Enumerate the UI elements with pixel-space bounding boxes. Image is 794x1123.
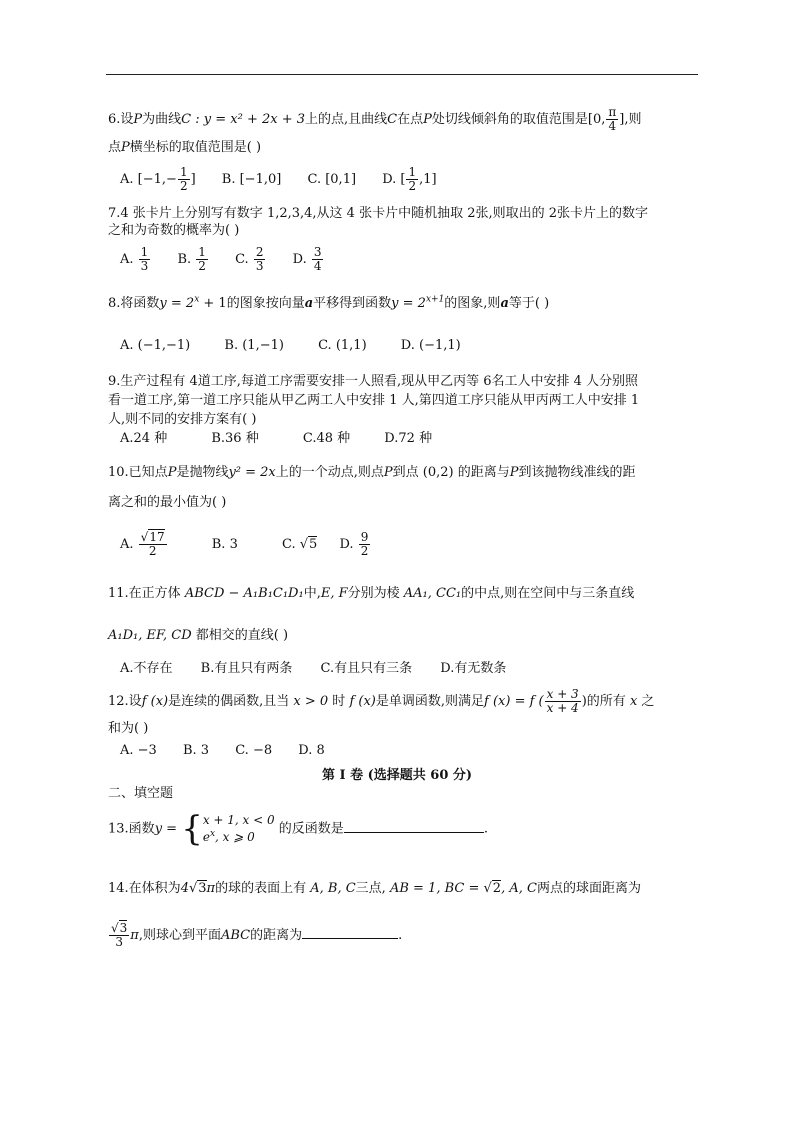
q12-line2: 和为( ) bbox=[108, 721, 149, 736]
q13-answer-blank[interactable] bbox=[344, 832, 484, 833]
q7-options bbox=[120, 246, 346, 273]
q9-option-d: D.72 种 bbox=[384, 431, 433, 446]
q6-option-d: D. [ $\frac{1}{2}$ ,1] bbox=[382, 165, 437, 193]
q6-option-b: B. [−1,0] bbox=[221, 171, 282, 187]
q6-line2: 点P横坐标的取值范围是( ) bbox=[108, 140, 262, 155]
q9-line1: 9.生产过程有 4道工序,每道工序需要安排一人照看,现从甲乙丙等 6名工人中安排 4 人分别照 bbox=[108, 374, 639, 389]
q12-line1: 12.设f (x)是连续的偶函数,且当 x > 0 时 f (x)是单调函数,则满足f (x) = f ( $\frac{x + 3}{x + 4}$ )的所有 x 之 bbox=[108, 687, 655, 715]
q10-options bbox=[120, 531, 393, 558]
q11-option-b: B.有且只有两条 bbox=[200, 661, 293, 676]
section-fill-in-heading: 二、填空题 bbox=[108, 786, 174, 801]
q10-option-c: C. √5 bbox=[281, 536, 318, 552]
q12-option-b: B. 3 bbox=[182, 743, 210, 758]
q14-line2: $\frac{√3}{3}$ π,则球心到平面ABC的距离为 . bbox=[111, 921, 403, 949]
q7-line2: 之和为奇数的概率为( ) bbox=[108, 223, 240, 238]
q9-line3: 人,则不同的安排方案有( ) bbox=[108, 412, 257, 427]
q7-option-c: C. $\frac{2}{3}$ bbox=[235, 245, 264, 273]
q12-option-a: A. −3 bbox=[120, 743, 157, 758]
header-rule bbox=[106, 74, 698, 75]
q11-option-c: C.有且只有三条 bbox=[320, 661, 413, 676]
q11-line2: A₁D₁, EF, CD 都相交的直线( ) bbox=[108, 628, 289, 643]
q8-option-c: C. (1,1) bbox=[318, 338, 367, 353]
q14-line1: 14.在体积为4√3π的球的表面上有 A, B, C三点, AB = 1, BC = √2, A, C两点的球面距离为 bbox=[108, 881, 641, 896]
q11-line1: 11.在正方体 ABCD − A₁B₁C₁D₁中,E, F分别为棱 AA₁, CC₁的中点,则在空间中与三条直线 bbox=[108, 586, 635, 601]
q13-piecewise: { x + 1, x < 0 $e^x$, x ⩾ 0 bbox=[181, 809, 275, 849]
q14-fraction: $\frac{√3}{3}$ bbox=[111, 921, 128, 949]
q12-option-c: C. −8 bbox=[235, 743, 273, 758]
q9-line2: 看一道工序,第一道工序只能从甲乙两工人中安排 1 人,第四道工序只能从甲丙两工人中安排 1 bbox=[108, 393, 640, 408]
q8-line1: 8.将函数$y = 2^x + 1$的图象按向量a平移得到函数$y = 2^{x+1}$的图象,则a等于( ) bbox=[108, 294, 550, 311]
q6-options bbox=[120, 166, 459, 193]
q9-options bbox=[120, 430, 454, 449]
q10-option-d: D. $\frac{9}{2}$ bbox=[339, 530, 369, 558]
q7-option-b: B. $\frac{1}{2}$ bbox=[177, 245, 206, 273]
q7-option-d: D. $\frac{3}{4}$ bbox=[292, 245, 322, 273]
q10-option-b: B. 3 bbox=[211, 536, 238, 552]
q12-options bbox=[120, 742, 347, 761]
q12-fraction: $\frac{x + 3}{x + 4}$ bbox=[546, 687, 579, 715]
q10-line2: 离之和的最小值为( ) bbox=[108, 495, 227, 510]
q6-line1: 6.设P为曲线C : y = x² + 2x + 3上的点,且曲线C在点P处切线倾斜角的取值范围是[0, $\frac{\pi}{4}$ ],则 bbox=[108, 105, 642, 133]
q6-range-fraction: $\frac{\pi}{4}$ bbox=[608, 105, 617, 133]
q12-option-d: D. 8 bbox=[298, 743, 325, 758]
q8-option-a: A. (−1,−1) bbox=[120, 338, 191, 353]
q8-option-b: B. (1,−1) bbox=[224, 338, 284, 353]
q11-option-a: A.不存在 bbox=[120, 661, 173, 676]
q14-answer-blank[interactable] bbox=[302, 938, 398, 939]
q10-option-a: A. $\frac{√17}{2}$ bbox=[120, 530, 165, 558]
q13-line: 13.函数y = { x + 1, x < 0 $e^x$, x ⩾ 0 的反函数是 . bbox=[108, 809, 488, 849]
q6-option-c: C. [0,1] bbox=[307, 171, 357, 187]
q11-options bbox=[120, 660, 528, 679]
q9-option-b: B.36 种 bbox=[211, 431, 259, 446]
q10-line1: 10.已知点P是抛物线y² = 2x上的一个动点,则点P到点 (0,2) 的距离与P到该抛物线准线的距 bbox=[108, 465, 636, 480]
q8-option-d: D. (−1,1) bbox=[400, 338, 461, 353]
q7-option-a: A. $\frac{1}{3}$ bbox=[120, 245, 149, 273]
q11-option-d: D.有无数条 bbox=[440, 661, 507, 676]
q9-option-c: C.48 种 bbox=[302, 431, 351, 446]
q7-line1: 7.4 张卡片上分别写有数字 1,2,3,4,从这 4 张卡片中随机抽取 2张,则取出的 2张卡片上的数字 bbox=[108, 206, 649, 221]
section-title: 第 I 卷 (选择题共 60 分) bbox=[321, 768, 473, 783]
q8-options bbox=[120, 337, 483, 356]
q6-option-a: A. [−1,− $\frac{1}{2}$ ] bbox=[120, 165, 196, 193]
q9-option-a: A.24 种 bbox=[120, 431, 168, 446]
